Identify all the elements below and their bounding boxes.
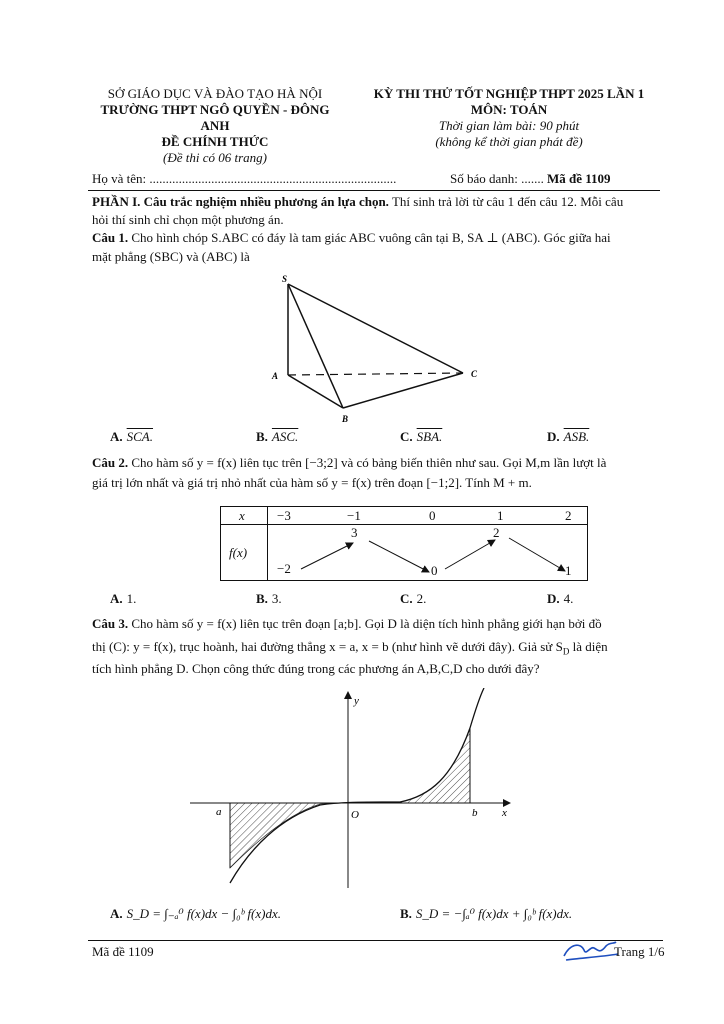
edge-sc	[288, 284, 463, 373]
label-a: a	[216, 806, 222, 818]
header-left	[90, 86, 340, 166]
variation-arrows	[221, 507, 587, 580]
q3-option-a[interactable]: A. S_D = ∫₋ₐ⁰ f(x)dx − ∫₀ᵇ f(x)dx.	[110, 906, 281, 921]
left-shaded-region	[230, 803, 348, 868]
q2-line2: giá trị lớn nhất và giá trị nhỏ nhất của hàm số y = f(x) trên đoạn [−1;2]. Tính M + m.	[92, 475, 532, 490]
edge-ab	[288, 375, 343, 408]
part1-title: PHẦN I. Câu trắc nghiệm nhiều phương án lựa chọn.	[92, 194, 389, 209]
label-y-axis: y	[354, 695, 359, 707]
arrow-down-1	[369, 541, 429, 572]
q1-line1	[92, 229, 672, 247]
label-x-axis: x	[502, 807, 507, 819]
x-value-3: 0	[429, 508, 436, 523]
part1-instr2: hỏi thí sinh chỉ chọn một phương án.	[92, 212, 284, 227]
q3-label: Câu 3.	[92, 616, 129, 631]
dept-name: SỞ GIÁO DỤC VÀ ĐÀO TẠO HÀ NỘI	[107, 86, 323, 101]
q1-option-d[interactable]: D. ASB.	[547, 429, 590, 444]
label-b: b	[472, 807, 478, 819]
school-name: TRƯỜNG THPT NGÔ QUYỀN - ĐÔNG ANH	[100, 102, 330, 133]
edge-ac-hidden	[288, 373, 463, 375]
q2-option-c[interactable]: C. 2.	[400, 591, 427, 606]
label-s: S	[282, 274, 288, 284]
q2-option-d[interactable]: D. 4.	[547, 591, 574, 606]
q1-line2: mặt phẳng (SBC) và (ABC) là	[92, 249, 250, 264]
part1-intro	[92, 193, 667, 211]
q3-line2: thị (C): y = f(x), trục hoành, hai đường thẳng x = a, x = b (như hình vẽ dưới đây). Giả sử $S_D$ là diện	[92, 639, 608, 657]
part1-instr1: Thí sinh trả lời từ câu 1 đến câu 12. Mỗi câu	[391, 194, 624, 209]
arrow-up-1	[301, 543, 353, 569]
q3-option-b[interactable]: B. S_D = −∫ₐ⁰ f(x)dx + ∫₀ᵇ f(x)dx.	[400, 906, 573, 921]
page-count: (Đề thi có 06 trang)	[163, 150, 267, 165]
q2-text1: Cho hàm số y = f(x) liên tục trên [−3;2] và có bảng biến thiên như sau. Gọi M,m lần lượt là	[131, 455, 607, 470]
official-label: ĐỀ CHÍNH THỨC	[161, 134, 269, 149]
arrow-up-2	[445, 540, 495, 569]
q2-option-a[interactable]: A. 1.	[110, 591, 137, 606]
table-f-label: f(x)	[229, 545, 248, 560]
signature-icon	[560, 936, 620, 964]
candidate-name-field: Họ và tên: ............................................................................	[92, 171, 397, 186]
x-value-5: 2	[565, 508, 572, 523]
x-value-1: −3	[277, 508, 291, 523]
q2-option-b[interactable]: B. 3.	[256, 591, 282, 606]
q1-text1: Cho hình chóp S.ABC có đáy là tam giác ABC vuông cân tại B, SA ⊥ (ABC). Góc giữa hai	[131, 230, 611, 245]
q1-option-b[interactable]: B. ASC.	[256, 429, 299, 444]
exam-title: KỲ THI THỬ TỐT NGHIỆP THPT 2025 LẦN 1	[373, 86, 645, 101]
pyramid-figure	[270, 270, 490, 430]
f-value-3: 0	[431, 563, 438, 578]
arrow-down-2	[509, 538, 565, 571]
area-graph	[190, 688, 520, 888]
footer-code: Mã đề 1109	[92, 944, 154, 959]
q1-option-a[interactable]: A. SCA.	[110, 429, 154, 444]
label-b: B	[342, 414, 349, 424]
f-value-4: 2	[493, 525, 500, 540]
f-value-5: 1	[565, 563, 572, 578]
exam-code: Mã đề 1109	[547, 171, 611, 186]
duration-note: (không kể thời gian phát đề)	[435, 134, 583, 149]
q3-line1	[92, 615, 677, 633]
f-value-2: 3	[351, 525, 358, 540]
q3-text1: Cho hàm số y = f(x) liên tục trên đoạn [a;b]. Gọi D là diện tích hình phẳng giới hạn bởi đồ	[131, 616, 602, 631]
edge-sb	[288, 284, 343, 408]
table-x-label: x	[239, 508, 245, 523]
header-right	[358, 86, 660, 150]
label-a: A	[272, 371, 279, 381]
x-value-4: 1	[497, 508, 504, 523]
candidate-sbd-field: Số báo danh: .......	[450, 171, 544, 186]
footer-page: Trang 1/6	[614, 944, 665, 959]
duration: Thời gian làm bài: 90 phút	[438, 118, 580, 133]
subject: MÔN: TOÁN	[470, 102, 548, 117]
header-divider	[88, 190, 660, 191]
f-value-1: −2	[277, 561, 291, 576]
q2-line1	[92, 454, 677, 472]
q1-option-c[interactable]: C. SBA.	[400, 429, 443, 444]
edge-bc	[343, 373, 463, 408]
q2-label: Câu 2.	[92, 455, 129, 470]
q1-label: Câu 1.	[92, 230, 129, 245]
x-value-2: −1	[347, 508, 361, 523]
label-c: C	[471, 369, 478, 379]
variation-table	[220, 506, 588, 581]
q3-line3: tích hình phẳng D. Chọn công thức đúng trong các phương án A,B,C,D cho dưới đây?	[92, 661, 540, 676]
label-origin: O	[351, 809, 359, 821]
